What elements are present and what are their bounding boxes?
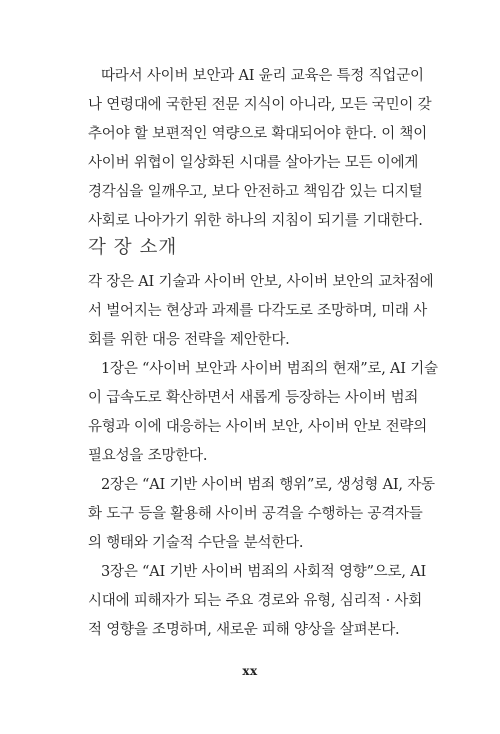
chapter-1-line-3: 유형과 이에 대응하는 사이버 보안, 사이버 안보 전략의: [88, 419, 428, 435]
chapter-intro-line-3: 회를 위한 대응 전략을 제안한다.: [88, 332, 290, 348]
page-number: xx: [242, 664, 258, 678]
chapter-2-line-3: 의 행태와 기술적 수단을 분석한다.: [88, 535, 304, 551]
chapter-2-line-2: 화 도구 등을 활용해 사이버 공격을 수행하는 공격자들: [88, 506, 423, 522]
intro-line-3: 추어야 할 보편적인 역량으로 확대되어야 한다. 이 책이: [88, 126, 428, 142]
chapter-1-line-4: 필요성을 조망한다.: [88, 448, 208, 464]
intro-line-2: 나 연령대에 국한된 전문 지식이 아니라, 모든 국민이 갖: [88, 97, 432, 113]
chapter-3-line-1: 3장은 “AI 기반 사이버 범죄의 사회적 영향”으로, AI: [101, 564, 427, 580]
intro-line-1: 따라서 사이버 보안과 AI 윤리 교육은 특정 직업군이: [101, 68, 424, 84]
chapter-2-line-1: 2장은 “AI 기반 사이버 범죄 행위”로, 생성형 AI, 자동: [101, 477, 435, 493]
chapter-1-line-2: 이 급속도로 확산하면서 새롭게 등장하는 사이버 범죄: [88, 390, 419, 406]
section-heading: 각 장 소개: [88, 237, 178, 258]
chapter-1-line-1: 1장은 “사이버 보안과 사이버 범죄의 현재”로, AI 기술: [101, 361, 438, 377]
chapter-3-line-3: 적 영향을 조명하며, 새로운 피해 양상을 살펴본다.: [88, 622, 400, 638]
intro-line-4: 사이버 위협이 일상화된 시대를 살아가는 모든 이에게: [88, 155, 419, 171]
intro-line-6: 사회로 나아가기 위한 하나의 지침이 되기를 기대한다.: [88, 213, 423, 229]
chapter-intro-line-1: 각 장은 AI 기술과 사이버 안보, 사이버 보안의 교차점에: [88, 274, 434, 290]
intro-line-5: 경각심을 일깨우고, 보다 안전하고 책임감 있는 디지털: [88, 184, 423, 200]
chapter-3-line-2: 시대에 피해자가 되는 주요 경로와 유형, 심리적 · 사회: [88, 593, 423, 609]
chapter-intro-line-2: 서 벌어지는 현상과 과제를 다각도로 조망하며, 미래 사: [88, 303, 428, 319]
